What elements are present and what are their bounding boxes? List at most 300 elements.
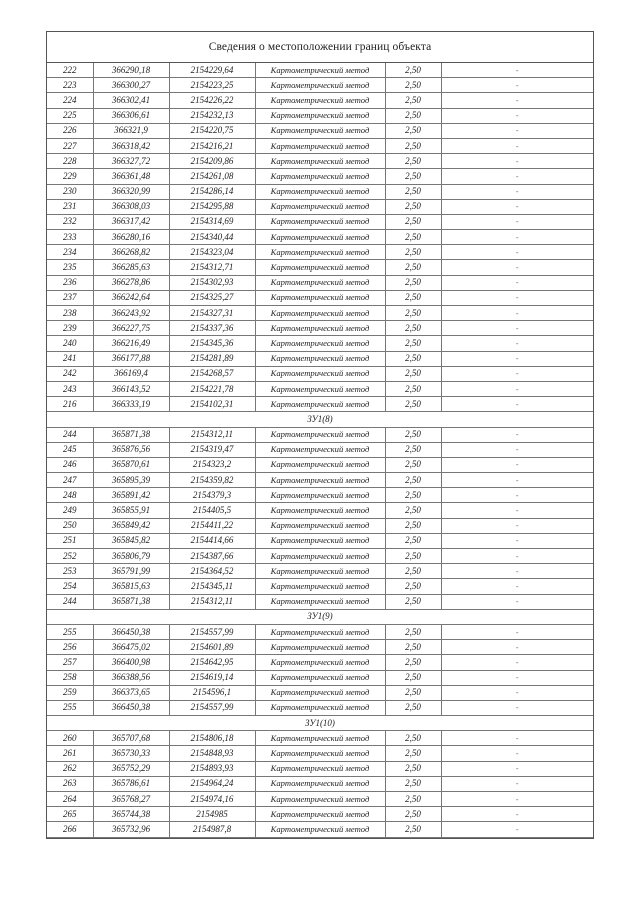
point-number-cell: 248 — [47, 488, 93, 503]
y-coordinate-cell: 2154340,44 — [169, 230, 255, 245]
x-coordinate-cell: 366327,72 — [93, 154, 169, 169]
y-coordinate-cell: 2154216,21 — [169, 138, 255, 153]
x-coordinate-cell: 365891,42 — [93, 488, 169, 503]
method-cell: Картометрический метод — [255, 427, 385, 442]
note-cell: - — [441, 108, 593, 123]
accuracy-cell: 2,50 — [385, 700, 441, 715]
note-cell: - — [441, 746, 593, 761]
x-coordinate-cell: 366373,65 — [93, 685, 169, 700]
accuracy-cell: 2,50 — [385, 761, 441, 776]
point-number-cell: 263 — [47, 776, 93, 791]
note-cell: - — [441, 792, 593, 807]
table-row — [47, 351, 593, 366]
y-coordinate-cell: 2154893,93 — [169, 761, 255, 776]
method-cell: Картометрический метод — [255, 123, 385, 138]
accuracy-cell: 2,50 — [385, 685, 441, 700]
table-row — [47, 549, 593, 564]
boundary-table — [47, 63, 593, 838]
table-row — [47, 336, 593, 351]
method-cell: Картометрический метод — [255, 442, 385, 457]
table-row — [47, 169, 593, 184]
method-cell: Картометрический метод — [255, 154, 385, 169]
section-row — [47, 609, 593, 624]
x-coordinate-cell: 366361,48 — [93, 169, 169, 184]
point-number-cell: 264 — [47, 792, 93, 807]
table-row — [47, 366, 593, 381]
point-number-cell: 233 — [47, 230, 93, 245]
y-coordinate-cell: 2154223,25 — [169, 78, 255, 93]
y-coordinate-cell: 2154319,47 — [169, 442, 255, 457]
x-coordinate-cell: 366400,98 — [93, 655, 169, 670]
point-number-cell: 257 — [47, 655, 93, 670]
point-number-cell: 260 — [47, 731, 93, 746]
accuracy-cell: 2,50 — [385, 230, 441, 245]
point-number-cell: 266 — [47, 822, 93, 837]
note-cell: - — [441, 473, 593, 488]
method-cell: Картометрический метод — [255, 366, 385, 381]
table-title: Сведения о местоположении границ объекта — [47, 32, 593, 63]
accuracy-cell: 2,50 — [385, 275, 441, 290]
note-cell: - — [441, 594, 593, 609]
table-row — [47, 533, 593, 548]
accuracy-cell: 2,50 — [385, 184, 441, 199]
table-row — [47, 624, 593, 639]
method-cell: Картометрический метод — [255, 138, 385, 153]
note-cell: - — [441, 123, 593, 138]
y-coordinate-cell: 2154261,08 — [169, 169, 255, 184]
x-coordinate-cell: 366177,88 — [93, 351, 169, 366]
note-cell: - — [441, 93, 593, 108]
accuracy-cell: 2,50 — [385, 260, 441, 275]
point-number-cell: 243 — [47, 381, 93, 396]
table-row — [47, 731, 593, 746]
note-cell: - — [441, 397, 593, 412]
note-cell: - — [441, 306, 593, 321]
y-coordinate-cell: 2154806,18 — [169, 731, 255, 746]
table-row — [47, 108, 593, 123]
point-number-cell: 216 — [47, 397, 93, 412]
point-number-cell: 234 — [47, 245, 93, 260]
method-cell: Картометрический метод — [255, 275, 385, 290]
x-coordinate-cell: 365855,91 — [93, 503, 169, 518]
accuracy-cell: 2,50 — [385, 594, 441, 609]
table-row — [47, 138, 593, 153]
section-row — [47, 412, 593, 427]
method-cell: Картометрический метод — [255, 108, 385, 123]
table-row — [47, 214, 593, 229]
table-row — [47, 381, 593, 396]
point-number-cell: 238 — [47, 306, 93, 321]
point-number-cell: 252 — [47, 549, 93, 564]
point-number-cell: 245 — [47, 442, 93, 457]
table-row — [47, 655, 593, 670]
x-coordinate-cell: 366227,75 — [93, 321, 169, 336]
accuracy-cell: 2,50 — [385, 518, 441, 533]
note-cell: - — [441, 442, 593, 457]
method-cell: Картометрический метод — [255, 807, 385, 822]
accuracy-cell: 2,50 — [385, 138, 441, 153]
section-label: ЗУ1(10) — [47, 716, 593, 731]
x-coordinate-cell: 365876,56 — [93, 442, 169, 457]
note-cell: - — [441, 579, 593, 594]
note-cell: - — [441, 63, 593, 78]
table-row — [47, 427, 593, 442]
point-number-cell: 240 — [47, 336, 93, 351]
point-number-cell: 236 — [47, 275, 93, 290]
note-cell: - — [441, 655, 593, 670]
point-number-cell: 250 — [47, 518, 93, 533]
table-row — [47, 260, 593, 275]
point-number-cell: 239 — [47, 321, 93, 336]
accuracy-cell: 2,50 — [385, 640, 441, 655]
method-cell: Картометрический метод — [255, 184, 385, 199]
method-cell: Картометрический метод — [255, 169, 385, 184]
x-coordinate-cell: 366318,42 — [93, 138, 169, 153]
y-coordinate-cell: 2154295,88 — [169, 199, 255, 214]
table-row — [47, 640, 593, 655]
method-cell: Картометрический метод — [255, 230, 385, 245]
point-number-cell: 226 — [47, 123, 93, 138]
accuracy-cell: 2,50 — [385, 746, 441, 761]
accuracy-cell: 2,50 — [385, 336, 441, 351]
note-cell: - — [441, 138, 593, 153]
point-number-cell: 259 — [47, 685, 93, 700]
method-cell: Картометрический метод — [255, 63, 385, 78]
x-coordinate-cell: 366143,52 — [93, 381, 169, 396]
note-cell: - — [441, 169, 593, 184]
x-coordinate-cell: 365895,39 — [93, 473, 169, 488]
y-coordinate-cell: 2154974,16 — [169, 792, 255, 807]
accuracy-cell: 2,50 — [385, 397, 441, 412]
accuracy-cell: 2,50 — [385, 457, 441, 472]
method-cell: Картометрический метод — [255, 336, 385, 351]
x-coordinate-cell: 366308,03 — [93, 199, 169, 214]
table-row — [47, 746, 593, 761]
method-cell: Картометрический метод — [255, 488, 385, 503]
method-cell: Картометрический метод — [255, 670, 385, 685]
table-row — [47, 93, 593, 108]
x-coordinate-cell: 366285,63 — [93, 260, 169, 275]
table-row — [47, 306, 593, 321]
note-cell: - — [441, 351, 593, 366]
y-coordinate-cell: 2154281,89 — [169, 351, 255, 366]
point-number-cell: 242 — [47, 366, 93, 381]
accuracy-cell: 2,50 — [385, 199, 441, 214]
method-cell: Картометрический метод — [255, 579, 385, 594]
note-cell: - — [441, 381, 593, 396]
accuracy-cell: 2,50 — [385, 108, 441, 123]
method-cell: Картометрический метод — [255, 685, 385, 700]
x-coordinate-cell: 366450,38 — [93, 624, 169, 639]
note-cell: - — [441, 549, 593, 564]
method-cell: Картометрический метод — [255, 624, 385, 639]
method-cell: Картометрический метод — [255, 290, 385, 305]
note-cell: - — [441, 640, 593, 655]
point-number-cell: 224 — [47, 93, 93, 108]
table-row — [47, 822, 593, 837]
method-cell: Картометрический метод — [255, 245, 385, 260]
method-cell: Картометрический метод — [255, 321, 385, 336]
table-row — [47, 503, 593, 518]
method-cell: Картометрический метод — [255, 381, 385, 396]
y-coordinate-cell: 2154268,57 — [169, 366, 255, 381]
x-coordinate-cell: 365744,38 — [93, 807, 169, 822]
point-number-cell: 237 — [47, 290, 93, 305]
x-coordinate-cell: 366450,38 — [93, 700, 169, 715]
y-coordinate-cell: 2154387,66 — [169, 549, 255, 564]
method-cell: Картометрический метод — [255, 700, 385, 715]
method-cell: Картометрический метод — [255, 397, 385, 412]
method-cell: Картометрический метод — [255, 640, 385, 655]
x-coordinate-cell: 365732,96 — [93, 822, 169, 837]
table-row — [47, 579, 593, 594]
method-cell: Картометрический метод — [255, 351, 385, 366]
note-cell: - — [441, 624, 593, 639]
accuracy-cell: 2,50 — [385, 442, 441, 457]
table-row — [47, 594, 593, 609]
method-cell: Картометрический метод — [255, 214, 385, 229]
x-coordinate-cell: 366242,64 — [93, 290, 169, 305]
table-row — [47, 700, 593, 715]
point-number-cell: 258 — [47, 670, 93, 685]
y-coordinate-cell: 2154312,11 — [169, 427, 255, 442]
note-cell: - — [441, 518, 593, 533]
note-cell: - — [441, 245, 593, 260]
y-coordinate-cell: 2154601,89 — [169, 640, 255, 655]
note-cell: - — [441, 533, 593, 548]
point-number-cell: 241 — [47, 351, 93, 366]
note-cell: - — [441, 822, 593, 837]
accuracy-cell: 2,50 — [385, 351, 441, 366]
method-cell: Картометрический метод — [255, 473, 385, 488]
y-coordinate-cell: 2154596,1 — [169, 685, 255, 700]
point-number-cell: 253 — [47, 564, 93, 579]
x-coordinate-cell: 365815,63 — [93, 579, 169, 594]
note-cell: - — [441, 184, 593, 199]
table-row — [47, 199, 593, 214]
x-coordinate-cell: 365871,38 — [93, 594, 169, 609]
point-number-cell: 231 — [47, 199, 93, 214]
note-cell: - — [441, 78, 593, 93]
x-coordinate-cell: 365806,79 — [93, 549, 169, 564]
method-cell: Картометрический метод — [255, 549, 385, 564]
point-number-cell: 265 — [47, 807, 93, 822]
y-coordinate-cell: 2154323,04 — [169, 245, 255, 260]
table-row — [47, 321, 593, 336]
note-cell: - — [441, 564, 593, 579]
note-cell: - — [441, 260, 593, 275]
accuracy-cell: 2,50 — [385, 549, 441, 564]
x-coordinate-cell: 365707,68 — [93, 731, 169, 746]
table-row — [47, 473, 593, 488]
y-coordinate-cell: 2154302,93 — [169, 275, 255, 290]
y-coordinate-cell: 2154414,66 — [169, 533, 255, 548]
method-cell: Картометрический метод — [255, 731, 385, 746]
accuracy-cell: 2,50 — [385, 214, 441, 229]
method-cell: Картометрический метод — [255, 306, 385, 321]
accuracy-cell: 2,50 — [385, 123, 441, 138]
x-coordinate-cell: 366278,86 — [93, 275, 169, 290]
note-cell: - — [441, 503, 593, 518]
y-coordinate-cell: 2154323,2 — [169, 457, 255, 472]
y-coordinate-cell: 2154221,78 — [169, 381, 255, 396]
note-cell: - — [441, 776, 593, 791]
y-coordinate-cell: 2154557,99 — [169, 700, 255, 715]
y-coordinate-cell: 2154286,14 — [169, 184, 255, 199]
method-cell: Картометрический метод — [255, 78, 385, 93]
accuracy-cell: 2,50 — [385, 321, 441, 336]
point-number-cell: 232 — [47, 214, 93, 229]
y-coordinate-cell: 2154848,93 — [169, 746, 255, 761]
x-coordinate-cell: 365786,61 — [93, 776, 169, 791]
y-coordinate-cell: 2154312,71 — [169, 260, 255, 275]
x-coordinate-cell: 366320,99 — [93, 184, 169, 199]
y-coordinate-cell: 2154327,31 — [169, 306, 255, 321]
y-coordinate-cell: 2154312,11 — [169, 594, 255, 609]
accuracy-cell: 2,50 — [385, 306, 441, 321]
x-coordinate-cell: 366333,19 — [93, 397, 169, 412]
note-cell: - — [441, 199, 593, 214]
x-coordinate-cell: 365845,82 — [93, 533, 169, 548]
x-coordinate-cell: 365752,29 — [93, 761, 169, 776]
method-cell: Картометрический метод — [255, 822, 385, 837]
accuracy-cell: 2,50 — [385, 731, 441, 746]
y-coordinate-cell: 2154557,99 — [169, 624, 255, 639]
note-cell: - — [441, 700, 593, 715]
y-coordinate-cell: 2154229,64 — [169, 63, 255, 78]
y-coordinate-cell: 2154314,69 — [169, 214, 255, 229]
x-coordinate-cell: 366290,18 — [93, 63, 169, 78]
accuracy-cell: 2,50 — [385, 427, 441, 442]
table-row — [47, 776, 593, 791]
y-coordinate-cell: 2154232,13 — [169, 108, 255, 123]
method-cell: Картометрический метод — [255, 199, 385, 214]
y-coordinate-cell: 2154379,3 — [169, 488, 255, 503]
method-cell: Картометрический метод — [255, 503, 385, 518]
x-coordinate-cell: 366321,9 — [93, 123, 169, 138]
point-number-cell: 244 — [47, 594, 93, 609]
boundary-table-body — [47, 63, 593, 837]
point-number-cell: 255 — [47, 624, 93, 639]
note-cell: - — [441, 457, 593, 472]
table-row — [47, 685, 593, 700]
point-number-cell: 256 — [47, 640, 93, 655]
accuracy-cell: 2,50 — [385, 290, 441, 305]
accuracy-cell: 2,50 — [385, 503, 441, 518]
y-coordinate-cell: 2154226,22 — [169, 93, 255, 108]
point-number-cell: 227 — [47, 138, 93, 153]
y-coordinate-cell: 2154220,75 — [169, 123, 255, 138]
x-coordinate-cell: 366317,42 — [93, 214, 169, 229]
note-cell: - — [441, 275, 593, 290]
point-number-cell: 255 — [47, 700, 93, 715]
accuracy-cell: 2,50 — [385, 807, 441, 822]
method-cell: Картометрический метод — [255, 93, 385, 108]
point-number-cell: 222 — [47, 63, 93, 78]
table-row — [47, 397, 593, 412]
method-cell: Картометрический метод — [255, 533, 385, 548]
x-coordinate-cell: 366300,27 — [93, 78, 169, 93]
table-row — [47, 184, 593, 199]
x-coordinate-cell: 366280,16 — [93, 230, 169, 245]
point-number-cell: 251 — [47, 533, 93, 548]
accuracy-cell: 2,50 — [385, 579, 441, 594]
x-coordinate-cell: 365871,38 — [93, 427, 169, 442]
y-coordinate-cell: 2154619,14 — [169, 670, 255, 685]
x-coordinate-cell: 365870,61 — [93, 457, 169, 472]
accuracy-cell: 2,50 — [385, 93, 441, 108]
y-coordinate-cell: 2154411,22 — [169, 518, 255, 533]
document-sheet — [46, 31, 594, 839]
y-coordinate-cell: 2154359,82 — [169, 473, 255, 488]
y-coordinate-cell: 2154985 — [169, 807, 255, 822]
note-cell: - — [441, 290, 593, 305]
method-cell: Картометрический метод — [255, 746, 385, 761]
table-row — [47, 564, 593, 579]
y-coordinate-cell: 2154325,27 — [169, 290, 255, 305]
accuracy-cell: 2,50 — [385, 245, 441, 260]
table-row — [47, 457, 593, 472]
y-coordinate-cell: 2154364,52 — [169, 564, 255, 579]
point-number-cell: 254 — [47, 579, 93, 594]
point-number-cell: 229 — [47, 169, 93, 184]
accuracy-cell: 2,50 — [385, 533, 441, 548]
method-cell: Картометрический метод — [255, 655, 385, 670]
note-cell: - — [441, 761, 593, 776]
note-cell: - — [441, 214, 593, 229]
table-row — [47, 230, 593, 245]
point-number-cell: 230 — [47, 184, 93, 199]
point-number-cell: 262 — [47, 761, 93, 776]
y-coordinate-cell: 2154345,11 — [169, 579, 255, 594]
method-cell: Картометрический метод — [255, 594, 385, 609]
note-cell: - — [441, 366, 593, 381]
y-coordinate-cell: 2154345,36 — [169, 336, 255, 351]
section-label: ЗУ1(8) — [47, 412, 593, 427]
table-row — [47, 63, 593, 78]
point-number-cell: 249 — [47, 503, 93, 518]
y-coordinate-cell: 2154209,86 — [169, 154, 255, 169]
table-row — [47, 761, 593, 776]
point-number-cell: 223 — [47, 78, 93, 93]
accuracy-cell: 2,50 — [385, 488, 441, 503]
x-coordinate-cell: 365730,33 — [93, 746, 169, 761]
x-coordinate-cell: 366306,61 — [93, 108, 169, 123]
method-cell: Картометрический метод — [255, 776, 385, 791]
note-cell: - — [441, 685, 593, 700]
accuracy-cell: 2,50 — [385, 473, 441, 488]
method-cell: Картометрический метод — [255, 260, 385, 275]
note-cell: - — [441, 336, 593, 351]
note-cell: - — [441, 488, 593, 503]
note-cell: - — [441, 807, 593, 822]
table-row — [47, 245, 593, 260]
note-cell: - — [441, 230, 593, 245]
table-row — [47, 290, 593, 305]
table-row — [47, 123, 593, 138]
method-cell: Картометрический метод — [255, 457, 385, 472]
table-row — [47, 807, 593, 822]
note-cell: - — [441, 670, 593, 685]
accuracy-cell: 2,50 — [385, 822, 441, 837]
note-cell: - — [441, 154, 593, 169]
x-coordinate-cell: 365849,42 — [93, 518, 169, 533]
accuracy-cell: 2,50 — [385, 78, 441, 93]
section-row — [47, 716, 593, 731]
x-coordinate-cell: 366216,49 — [93, 336, 169, 351]
accuracy-cell: 2,50 — [385, 381, 441, 396]
note-cell: - — [441, 321, 593, 336]
